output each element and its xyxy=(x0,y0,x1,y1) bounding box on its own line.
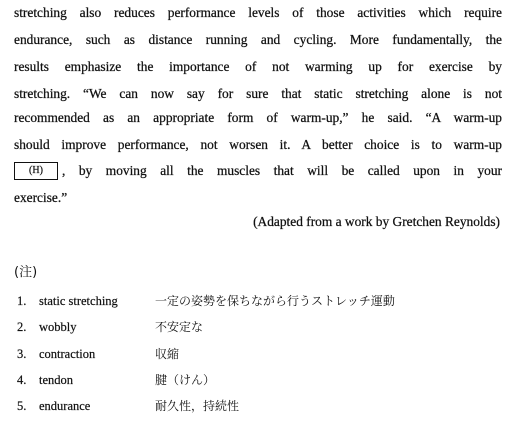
note-number: 3. xyxy=(17,347,27,361)
passage-line-7-text: , by moving all the muscles that will be called upon in your xyxy=(62,163,502,178)
note-number: 4. xyxy=(17,373,27,387)
passage-line-4: stretching. “We can now say for sure that static stretching alone is not xyxy=(14,86,502,101)
note-number: 1. xyxy=(17,294,27,308)
source-attribution: (Adapted from a work by Gretchen Reynolds) xyxy=(253,214,500,229)
note-term: contraction xyxy=(39,347,96,361)
note-number: 2. xyxy=(17,320,27,334)
answer-blank-h: (H) xyxy=(14,162,58,180)
note-gloss: 腱（けん） xyxy=(155,373,216,387)
passage-line-8: exercise.” xyxy=(14,190,68,205)
note-gloss: 収縮 xyxy=(155,347,180,361)
note-term: endurance xyxy=(39,399,91,413)
note-number: 5. xyxy=(17,399,27,413)
note-term: static stretching xyxy=(39,294,118,308)
notes-header: (注) xyxy=(14,265,38,280)
passage-line-6: should improve performance, not worsen it. A better choice is to warm-up xyxy=(14,137,502,152)
passage-line-5: recommended as an appropriate form of warm-up,” he said. “A warm-up xyxy=(14,110,502,125)
note-term: wobbly xyxy=(39,320,77,334)
passage-line-3: results emphasize the importance of not warming up for exercise by xyxy=(14,59,502,74)
passage-line-1: stretching also reduces performance levels of those activities which require xyxy=(14,5,502,20)
passage-line-2: endurance, such as distance running and cycling. More fundamentally, the xyxy=(14,32,502,47)
passage-line-7 xyxy=(14,162,502,180)
note-gloss: 不安定な xyxy=(155,320,204,334)
note-gloss: 耐久性，持続性 xyxy=(155,399,240,413)
note-gloss: 一定の姿勢を保ちながら行うストレッチ運動 xyxy=(155,294,395,308)
note-term: tendon xyxy=(39,373,74,387)
